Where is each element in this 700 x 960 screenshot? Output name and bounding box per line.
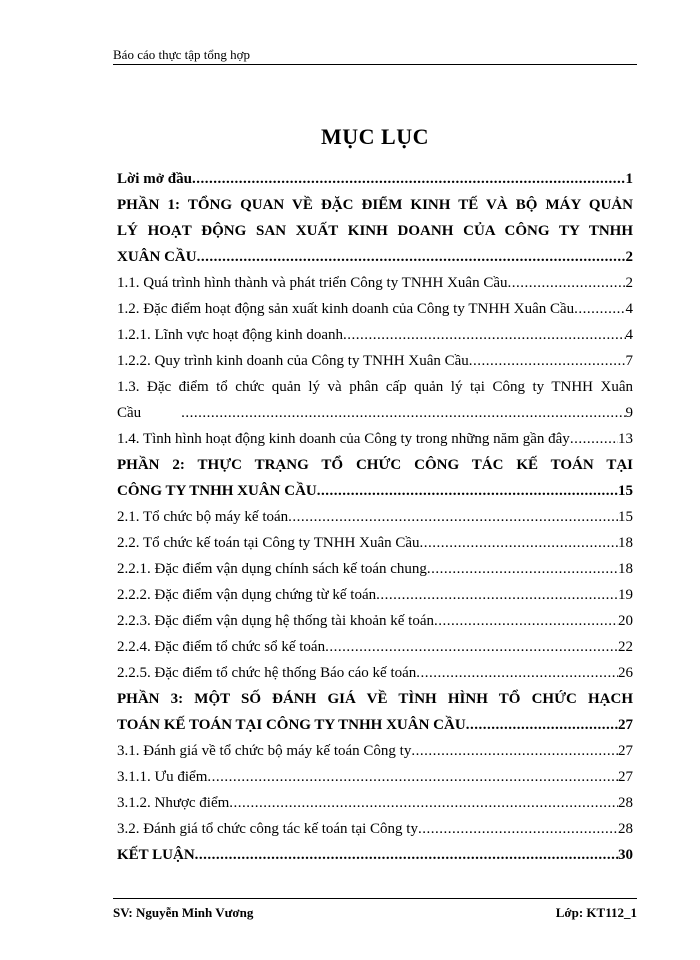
- header-divider: [113, 64, 637, 65]
- footer-student-name: SV: Nguyễn Minh Vương: [113, 905, 254, 920]
- toc-entry-1-1[interactable]: 1.1. Quá trình hình thành và phát triển Công ty TNHH Xuân Cầu ..... 2: [117, 270, 633, 296]
- toc-entry-conclusion[interactable]: KẾT LUẬN ..... 30: [117, 842, 633, 868]
- toc-entry-1-4[interactable]: 1.4. Tình hình hoạt động kinh doanh của Công ty trong những năm gần đây ..... 13: [117, 426, 633, 452]
- toc-entry-3-1-1[interactable]: 3.1.1. Ưu điểm ..... 27: [117, 764, 633, 790]
- toc-entry-2-2-4[interactable]: 2.2.4. Đặc điểm tổ chức sổ kế toán ..... 22: [117, 634, 633, 660]
- toc-part2-line1: PHẦN 2: THỰC TRẠNG TỔ CHỨC CÔNG TÁC KẾ TOÁN TẠI: [117, 457, 633, 473]
- toc-entry-2-2-1[interactable]: 2.2.1. Đặc điểm vận dụng chính sách kế toán chung ..... 18: [117, 556, 633, 582]
- toc-entry-1-3[interactable]: 1.3. Đặc điểm tổ chức quản lý và phân cấp quản lý tại Công ty TNHH Xuân Cầu ..... 9: [117, 374, 633, 426]
- toc-entry-1-2-2[interactable]: 1.2.2. Quy trình kinh doanh của Công ty TNHH Xuân Cầu ..... 7: [117, 348, 633, 374]
- footer-divider: [113, 898, 637, 899]
- toc-entry-1-2[interactable]: 1.2. Đặc điểm hoạt động sản xuất kinh doanh của Công ty TNHH Xuân Cầu ..... 4: [117, 296, 633, 322]
- toc-entry-3-2[interactable]: 3.2. Đánh giá tổ chức công tác kế toán tại Công ty ..... 28: [117, 816, 633, 842]
- toc-entry-part1[interactable]: PHẦN 1: TỔNG QUAN VỀ ĐẶC ĐIỂM KINH TẾ VÀ BỘ MÁY QUẢN LÝ HOẠT ĐỘNG SAN XUẤT KINH DOANH CỦA CÔNG TY TNHH XUÂN CẦU ..... 2: [117, 192, 633, 270]
- toc-entry-3-1[interactable]: 3.1. Đánh giá về tổ chức bộ máy kế toán Công ty ..... 27: [117, 738, 633, 764]
- toc-entry-2-2[interactable]: 2.2. Tổ chức kế toán tại Công ty TNHH Xuân Cầu ..... 18: [117, 530, 633, 556]
- toc-entry-2-2-3[interactable]: 2.2.3. Đặc điểm vận dụng hệ thống tài khoản kế toán ..... 20: [117, 608, 633, 634]
- toc-part1-line1: PHẦN 1: TỔNG QUAN VỀ ĐẶC ĐIỂM KINH TẾ VÀ BỘ MÁY QUẢN: [117, 197, 633, 213]
- toc-entry-3-1-2[interactable]: 3.1.2. Nhược điểm ..... 28: [117, 790, 633, 816]
- toc-entry-intro[interactable]: Lời mở đầu ..... 1: [117, 166, 633, 192]
- page-title: MỤC LỤC: [321, 124, 429, 149]
- table-of-contents: [117, 166, 633, 868]
- toc-part3-line1: PHẦN 3: MỘT SỐ ĐÁNH GIÁ VỀ TÌNH HÌNH TỔ CHỨC HẠCH: [117, 691, 633, 707]
- toc-entry-part3[interactable]: PHẦN 3: MỘT SỐ ĐÁNH GIÁ VỀ TÌNH HÌNH TỔ CHỨC HẠCH TOÁN KẾ TOÁN TẠI CÔNG TY TNHH XUÂN CẦU ..... 27: [117, 686, 633, 738]
- toc-entry-2-1[interactable]: 2.1. Tổ chức bộ máy kế toán ..... 15: [117, 504, 633, 530]
- toc-entry-2-2-2[interactable]: 2.2.2. Đặc điểm vận dụng chứng từ kế toán ..... 19: [117, 582, 633, 608]
- toc-entry-2-2-5[interactable]: 2.2.5. Đặc điểm tổ chức hệ thống Báo cáo kế toán ..... 26: [117, 660, 633, 686]
- toc-entry-part2[interactable]: PHẦN 2: THỰC TRẠNG TỔ CHỨC CÔNG TÁC KẾ TOÁN TẠI CÔNG TY TNHH XUÂN CẦU ..... 15: [117, 452, 633, 504]
- footer-class-code: Lớp: KT112_1: [555, 905, 637, 920]
- toc-part1-line2: LÝ HOẠT ĐỘNG SAN XUẤT KINH DOANH CỦA CÔNG TY TNHH: [117, 223, 633, 239]
- page-header: Báo cáo thực tập tổng hợp: [113, 47, 251, 62]
- toc-entry-1-2-1[interactable]: 1.2.1. Lĩnh vực hoạt động kinh doanh ..... 4: [117, 322, 633, 348]
- toc-1-3-line1: 1.3. Đặc điểm tổ chức quản lý và phân cấp quản lý tại Công ty TNHH Xuân: [117, 379, 633, 395]
